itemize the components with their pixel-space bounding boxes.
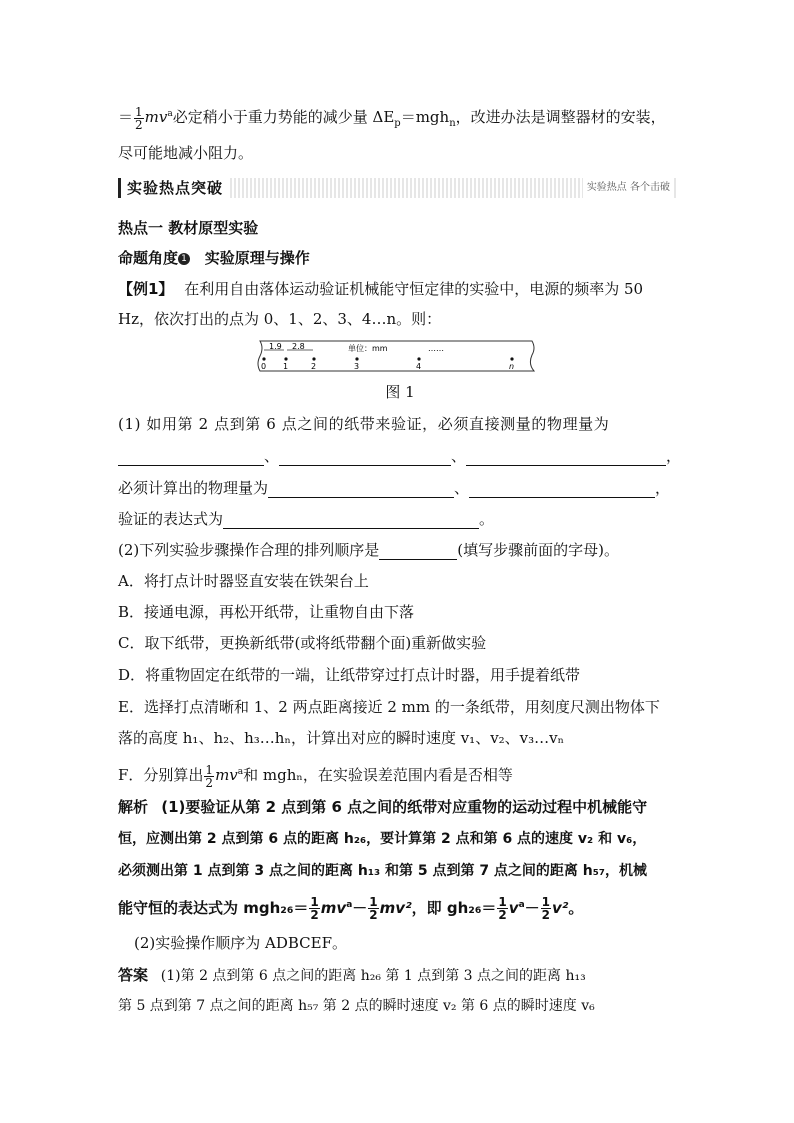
tape-label-0: 0 [261,362,267,371]
period: 。 [479,510,495,528]
comma: ， [655,479,671,497]
answer-blank-6[interactable] [223,514,479,529]
analysis-eq-mid: ，即 gh₂₆＝ [411,899,497,917]
analysis-line-3: 必须测出第 1 点到第 3 点之间的距离 h₁₃ 和第 5 点到第 7 点之间的距离 h₅₇，机械 [118,863,648,879]
minus-sign: － [524,899,540,917]
unit-label: 单位：mm [348,344,388,353]
answer-blank-5[interactable] [469,483,655,498]
answer-blank-2[interactable] [279,451,451,466]
tape-label-2: 2 [311,362,317,371]
answer-line-1 [118,965,586,986]
q2-text-2: (填写步骤前面的字母)。 [457,541,619,559]
banner-subtitle: 实验热点 各个击破 [583,178,674,198]
half-fraction: $\frac{1}{2}$ [498,895,507,922]
period: 。 [568,899,584,917]
step-f-prefix: F．分别算出 [118,766,204,784]
answer-blank-1[interactable] [118,451,264,466]
comma: ， [666,447,682,465]
separator: 、 [264,447,280,465]
dim-label-2: 2.8 [292,342,305,351]
sub-p: p [394,118,401,129]
answer-blank-4[interactable] [268,483,454,498]
minus-sign: － [352,899,368,917]
tape-dot-1 [284,357,287,360]
answer-line-2: 第 5 点到第 7 点之间的距离 h₅₇ 第 2 点的瞬时速度 v₂ 第 6 点的瞬时速度 v₆ [118,998,595,1014]
analysis-line-5: (2)实验操作顺序为 ADBCEF。 [134,934,348,952]
intro-text-1: 必定稍小于重力势能的减少量 ΔE [172,108,395,126]
step-c: C．取下纸带，更换新纸带(或将纸带翻个面)重新做实验 [118,634,487,652]
verify-label: 验证的表达式为 [118,510,224,528]
v-squared-term: v² [552,899,569,917]
angle-heading [118,248,310,268]
example-tag: 【例1】 [118,280,174,298]
step-a: A．将打点计时器竖直安装在铁架台上 [118,572,369,590]
figure-caption: 图 1 [385,383,415,401]
step-b: B．接通电源，再松开纸带，让重物自由下落 [118,603,415,621]
answer-text-1: (1)第 2 点到第 6 点之间的距离 h₂₆ 第 1 点到第 3 点之间的距离 h₁₃ [160,968,586,984]
step-e-line-2: 落的高度 h₁、h₂、h₃…hₙ，计算出对应的瞬时速度 v₁、v₂、v₃…vₙ [118,729,565,747]
answer-label: 答案 [118,966,149,984]
analysis-label: 解析 [118,798,149,816]
analysis-eq-prefix: 能守恒的表达式为 mgh₂₆＝ [118,899,309,917]
tape-label-3: 3 [354,362,360,371]
separator: 、 [451,447,467,465]
intro-line-1 [118,104,666,134]
mv-term: mv [144,108,168,126]
q1-blanks-row-1 [118,446,681,466]
superscript: a [346,900,353,910]
half-fraction: $\frac{1}{2}$ [310,895,319,922]
answer-blank-7[interactable] [379,545,457,560]
sub-n: n [449,118,456,129]
step-f [118,762,513,789]
superscript: a [518,900,525,910]
tape-dot-0 [262,357,265,360]
step-e-line-1: E．选择打点清晰和 1、2 两点距离接近 2 mm 的一条纸带，用刻度尺测出物体下 [118,698,660,716]
ellipsis-label: …… [428,344,444,353]
section-banner [118,178,678,198]
mv-squared-term: mv² [379,899,412,917]
step-f-suffix: 和 mghₙ，在实验误差范围内看是否相等 [243,766,513,784]
calc-label: 必须计算出的物理量为 [118,479,269,497]
intro-line-2: 尽可能地减小阻力。 [118,144,254,162]
paper-tape-figure [256,338,540,374]
half-fraction: $\frac{1}{2}$ [135,104,143,132]
angle-label: 命题角度 [118,249,179,267]
v-term: v [508,899,519,917]
angle-number-badge: 1 [178,253,190,265]
mv-term: mv [320,899,347,917]
q2-line [118,540,619,560]
banner-title: 实验热点突破 [118,178,229,198]
mv-term: mv [215,766,238,784]
q1-verify-row [118,509,494,529]
half-fraction: $\frac{1}{2}$ [369,895,378,922]
q1-calc-row [118,478,670,498]
superscript: a [167,109,173,119]
tape-dot-4 [417,357,420,360]
tape-dot-2 [312,357,315,360]
intro-text-2: ＝mgh [400,108,450,126]
q2-text-1: (2)下列实验步骤操作合理的排列顺序是 [118,541,380,559]
angle-text: 实验原理与操作 [204,249,310,267]
half-fraction: $\frac{1}{2}$ [541,895,551,922]
example-line-1 [118,279,643,299]
tape-dot-3 [355,357,358,360]
analysis-line-1 [118,797,647,817]
superscript: a [237,767,244,777]
separator: 、 [454,479,470,497]
answer-blank-3[interactable] [466,451,666,466]
analysis-line-4 [118,895,583,921]
half-fraction: $\frac{1}{2}$ [205,762,214,790]
dim-label-1: 1.9 [269,342,282,351]
tape-label-n: n [509,362,515,371]
tape-label-4: 4 [416,362,422,371]
tape-label-1: 1 [283,362,289,371]
analysis-text-1: (1)要验证从第 2 点到第 6 点之间的纸带对应重物的运动过程中机械能守 [161,798,648,816]
analysis-line-2: 恒，应测出第 2 点到第 6 点的距离 h₂₆，要计算第 2 点和第 6 点的速度 v₂ 和 v₆， [118,831,647,847]
step-d: D．将重物固定在纸带的一端，让纸带穿过打点计时器，用手提着纸带 [118,666,581,684]
example-text-1: 在利用自由落体运动验证机械能守恒定律的实验中，电源的频率为 50 [184,280,644,298]
hotspot-heading: 热点一 教材原型实验 [118,219,259,237]
q1-line-1: (1) 如用第 2 点到第 6 点之间的纸带来验证，必须直接测量的物理量为 [118,415,610,433]
tape-dot-n [510,357,513,360]
example-line-2: Hz，依次打出的点为 0、1、2、3、4…n。则： [118,310,442,328]
equals-sign: ＝ [118,108,134,126]
intro-text-3: ，改进办法是调整器材的安装， [455,108,666,126]
